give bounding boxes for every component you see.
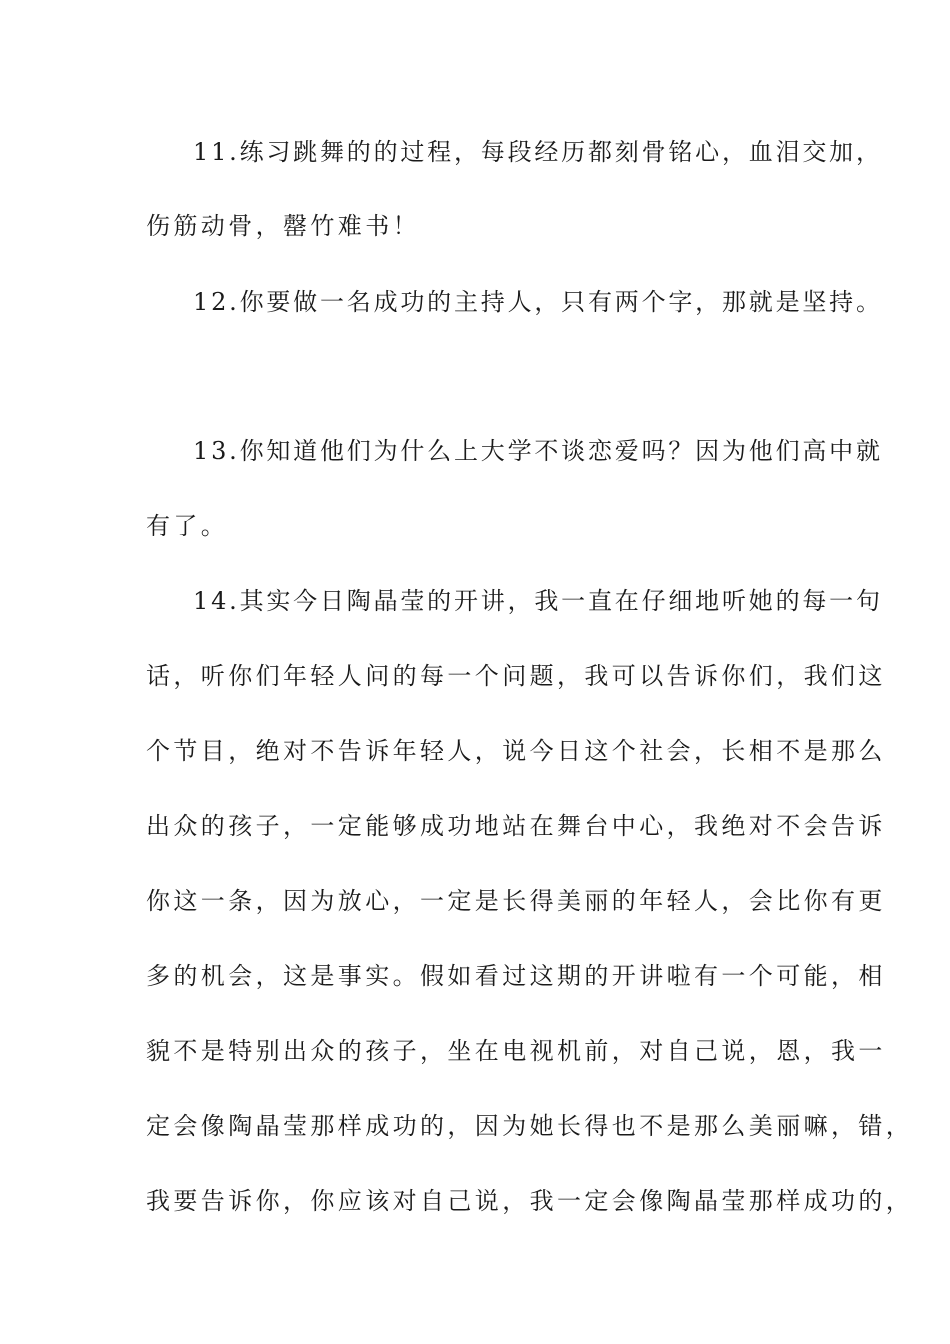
- paragraph-14-line-1: 14.其实今日陶晶莹的开讲，我一直在仔细地听她的每一句: [193, 587, 883, 615]
- paragraph-14-line-4: 出众的孩子，一定能够成功地站在舞台中心，我绝对不会告诉: [146, 812, 886, 840]
- paragraph-11-line-1: 11.练习跳舞的的过程，每段经历都刻骨铭心，血泪交加，: [193, 138, 883, 166]
- paragraph-14-line-7: 貌不是特别出众的孩子，坐在电视机前，对自己说，恩，我一: [146, 1037, 886, 1065]
- paragraph-14-line-2: 话，听你们年轻人问的每一个问题，我可以告诉你们，我们这: [146, 662, 886, 690]
- paragraph-14-line-6: 多的机会，这是事实。假如看过这期的开讲啦有一个可能，相: [146, 962, 886, 990]
- paragraph-14-line-9: 我要告诉你，你应该对自己说，我一定会像陶晶莹那样成功的，: [146, 1187, 914, 1215]
- paragraph-14-line-3: 个节目，绝对不告诉年轻人，说今日这个社会，长相不是那么: [146, 737, 886, 765]
- paragraph-12-line-1: 12.你要做一名成功的主持人，只有两个字，那就是坚持。: [193, 288, 883, 316]
- paragraph-13-line-2: 有了。: [146, 512, 229, 540]
- paragraph-13-line-1: 13.你知道他们为什么上大学不谈恋爱吗？因为他们高中就: [193, 437, 883, 465]
- paragraph-14-line-8: 定会像陶晶莹那样成功的，因为她长得也不是那么美丽嘛，错，: [146, 1112, 914, 1140]
- paragraph-11-line-2: 伤筋动骨，罄竹难书！: [146, 212, 420, 240]
- paragraph-14-line-5: 你这一条，因为放心，一定是长得美丽的年轻人，会比你有更: [146, 887, 886, 915]
